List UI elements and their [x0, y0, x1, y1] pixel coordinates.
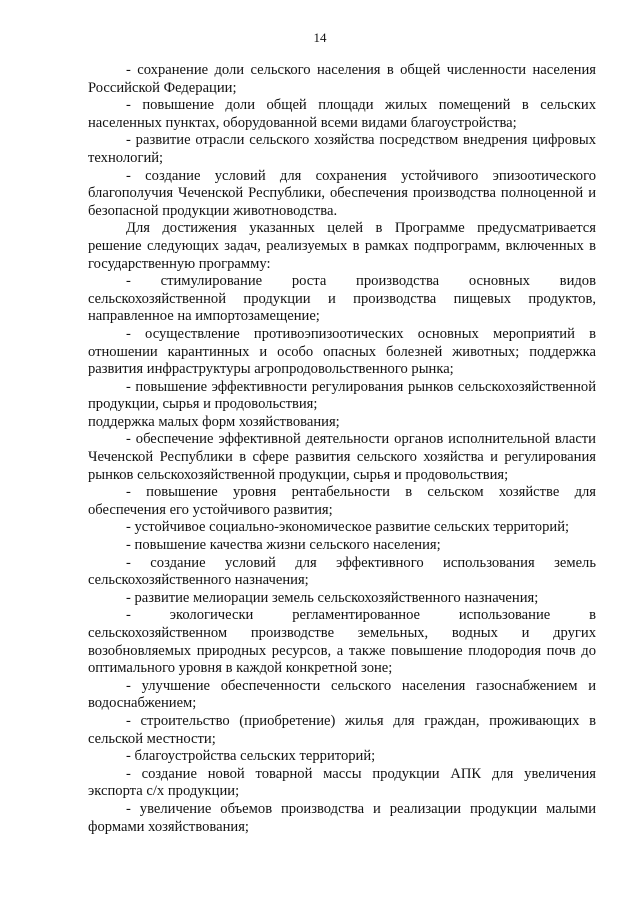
paragraph-task-small-forms-output: - увеличение объемов производства и реализации продукции малыми формами хозяйствования;: [88, 800, 596, 835]
paragraph-task-antiepizootic-measures: - осуществление противоэпизоотических основных мероприятий в отношении карантинных и особо опасных болезней животных; поддержка развития инфраструктуры агропродовольственного рынка;: [88, 325, 596, 378]
paragraph-task-production-growth: - стимулирование роста производства основных видов сельскохозяйственной продукции и производства пищевых продуктов, направленное на импортозамещение;: [88, 273, 596, 325]
paragraph-goal-housing-improvement: - повышение доли общей площади жилых помещений в сельских населенных пунктах, оборудованной всеми видами благоустройства;: [88, 97, 596, 131]
paragraph-task-profitability: - повышение уровня рентабельности в сельском хозяйстве для обеспечения его устойчивого развития;: [88, 484, 596, 518]
paragraph-task-ecological-resources: - экологически регламентированное использование в сельскохозяйственном производстве земельных, водных и других возобновляемых природных ресурсов, а также повышение плодородия почв до оптимального уровня в каждой конкретной зоне;: [88, 607, 596, 677]
paragraph-task-quality-of-life: - повышение качества жизни сельского населения;: [126, 537, 441, 554]
paragraph-goal-epizootic-wellbeing: - создание условий для сохранения устойчивого эпизоотического благополучия Чеченской Республики, обеспечения производства полноценной и безопасной продукции животноводства.: [88, 167, 596, 219]
paragraph-task-small-business-support: поддержка малых форм хозяйствования;: [88, 413, 340, 430]
document-body: [88, 62, 596, 836]
paragraph-task-executive-bodies: - обеспечение эффективной деятельности органов исполнительной власти Чеченской Республики в сфере развития сельского хозяйства и регулирования рынков сельскохозяйственной продукции, сырья и продовольствия;: [88, 431, 596, 483]
paragraph-goal-digital-technologies: - развитие отрасли сельского хозяйства посредством внедрения цифровых технологий;: [88, 132, 596, 166]
paragraph-task-housing-construction: - строительство (приобретение) жилья для граждан, проживающих в сельской местности;: [88, 712, 596, 747]
paragraph-task-export-growth: - создание новой товарной массы продукции АПК для увеличения экспорта с/х продукции;: [88, 765, 596, 800]
paragraph-task-melioration: - развитие мелиорации земель сельскохозяйственного назначения;: [126, 589, 539, 606]
paragraph-task-rural-development: - устойчивое социально-экономическое развитие сельских территорий;: [126, 519, 570, 536]
paragraph-task-land-use: - создание условий для эффективного использования земель сельскохозяйственного назначения;: [88, 554, 596, 589]
paragraph-task-gas-water-supply: - улучшение обеспеченности сельского населения газоснабжением и водоснабжением;: [88, 677, 596, 712]
paragraph-task-market-regulation: - повышение эффективности регулирования рынков сельскохозяйственной продукции, сырья и продовольствия;: [88, 378, 596, 413]
paragraph-tasks-intro: Для достижения указанных целей в Программе предусматривается решение следующих задач, реализуемых в рамках подпрограмм, включенных в государственную программу:: [88, 220, 596, 272]
paragraph-task-territory-improvement: - благоустройства сельских территорий;: [126, 748, 376, 765]
paragraph-goal-rural-population-share: - сохранение доли сельского населения в общей численности населения Российской Федерации;: [88, 62, 596, 96]
page-number: 14: [313, 30, 327, 45]
